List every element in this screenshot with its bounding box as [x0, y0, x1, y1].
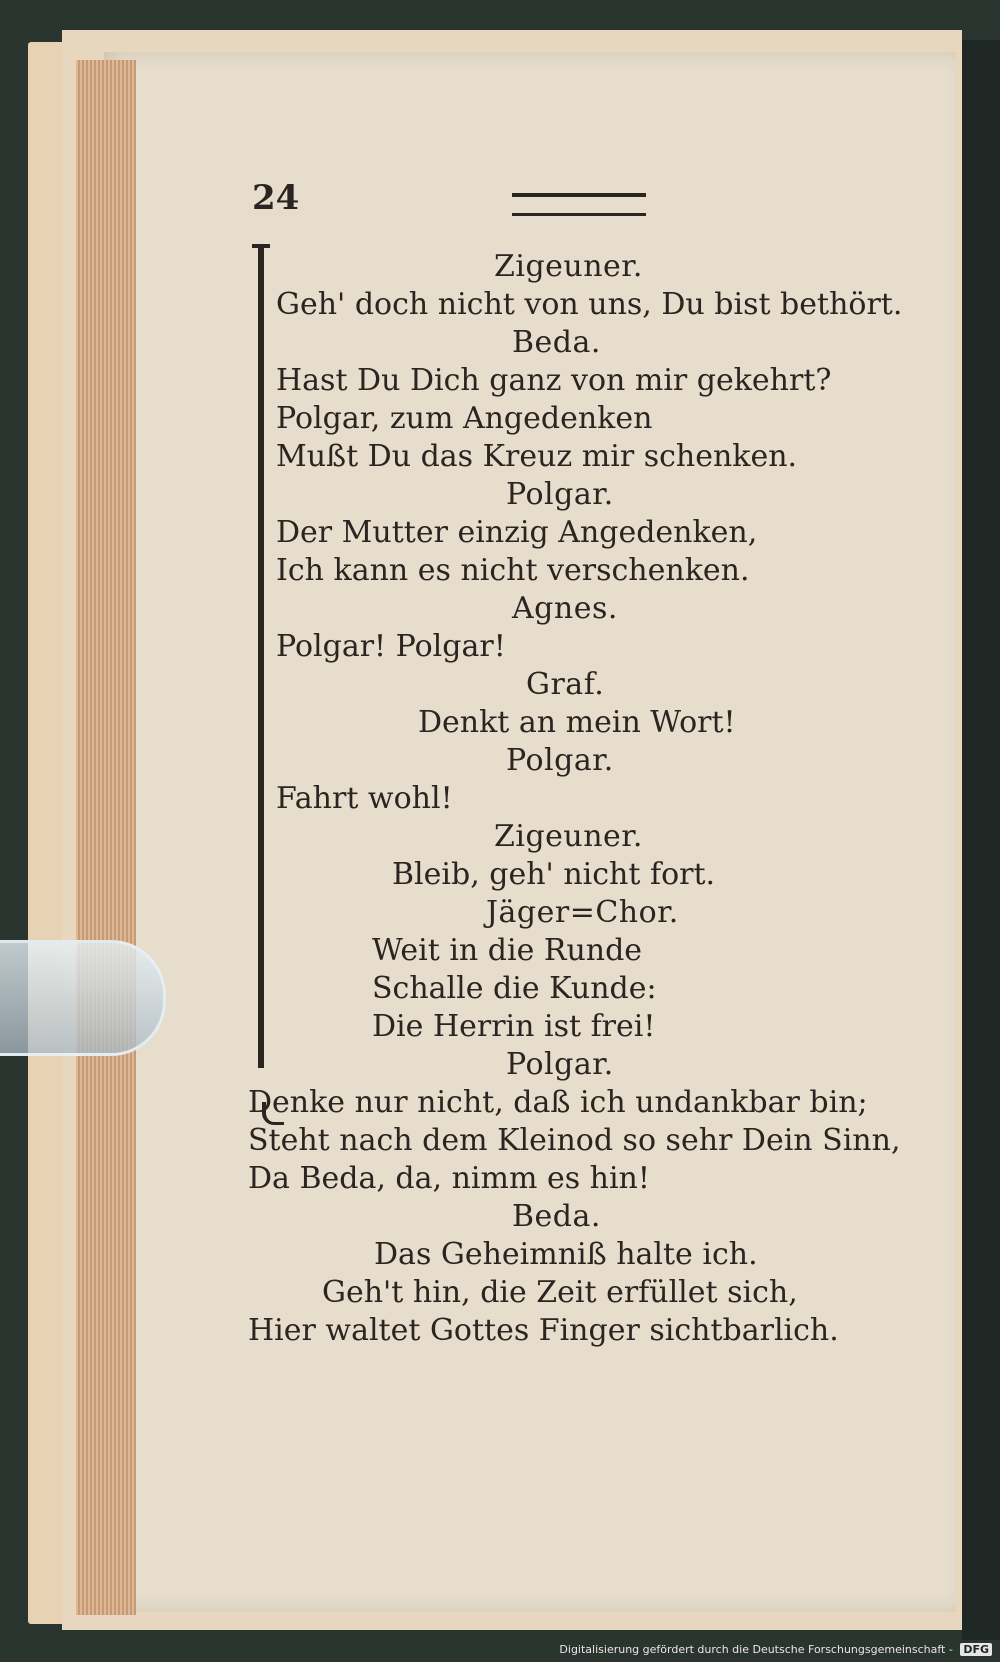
speaker-zigeuner: Zigeuner. — [494, 819, 643, 854]
verse-line: Hier waltet Gottes Finger sichtbarlich. — [248, 1313, 839, 1348]
verse-line: Denke nur nicht, daß ich undankbar bin; — [248, 1085, 868, 1120]
speaker-zigeuner: Zigeuner. — [494, 249, 643, 284]
speaker-graf: Graf. — [526, 667, 605, 702]
page-clip — [0, 940, 166, 1056]
verse-line: Mußt Du das Kreuz mir schenken. — [276, 439, 798, 474]
page-number: 24 — [252, 178, 300, 218]
speaker-beda: Beda. — [512, 325, 601, 360]
verse-line: Fahrt wohl! — [276, 781, 453, 816]
footer-text: Digitalisierung gefördert durch die Deutsche Forschungsgemeinschaft - — [559, 1643, 953, 1656]
verse-line: Denkt an mein Wort! — [418, 705, 736, 740]
verse-line: Das Geheimniß halte ich. — [374, 1237, 758, 1272]
speaker-polgar: Polgar. — [506, 477, 614, 512]
speaker-polgar: Polgar. — [506, 743, 614, 778]
speaker-agnes: Agnes. — [512, 591, 618, 626]
verse-line: Die Herrin ist frei! — [372, 1009, 656, 1044]
verse-line: Polgar, zum Angedenken — [276, 401, 653, 436]
speaker-beda: Beda. — [512, 1199, 601, 1234]
verse-line: Bleib, geh' nicht fort. — [392, 857, 716, 892]
verse-line: Geh't hin, die Zeit erfüllet sich, — [322, 1275, 798, 1310]
verse-line: Hast Du Dich ganz von mir gekehrt? — [276, 363, 832, 398]
verse-line: Schalle die Kunde: — [372, 971, 657, 1006]
footer-credit — [559, 1643, 992, 1656]
verse-line: Geh' doch nicht von uns, Du bist bethört. — [276, 287, 903, 322]
verse-line: Da Beda, da, nimm es hin! — [248, 1161, 650, 1196]
verse-line: Ich kann es nicht verschenken. — [276, 553, 750, 588]
verse-line: Weit in die Runde — [372, 933, 643, 968]
speaker-polgar: Polgar. — [506, 1047, 614, 1082]
verse-line: Steht nach dem Kleinod so sehr Dein Sinn, — [248, 1123, 901, 1158]
speaker-jaeger-chor: Jäger=Chor. — [486, 895, 679, 930]
verse-line: Polgar! Polgar! — [276, 629, 506, 664]
verse-line: Der Mutter einzig Angedenken, — [276, 515, 758, 550]
dfg-logo: DFG — [960, 1643, 992, 1656]
